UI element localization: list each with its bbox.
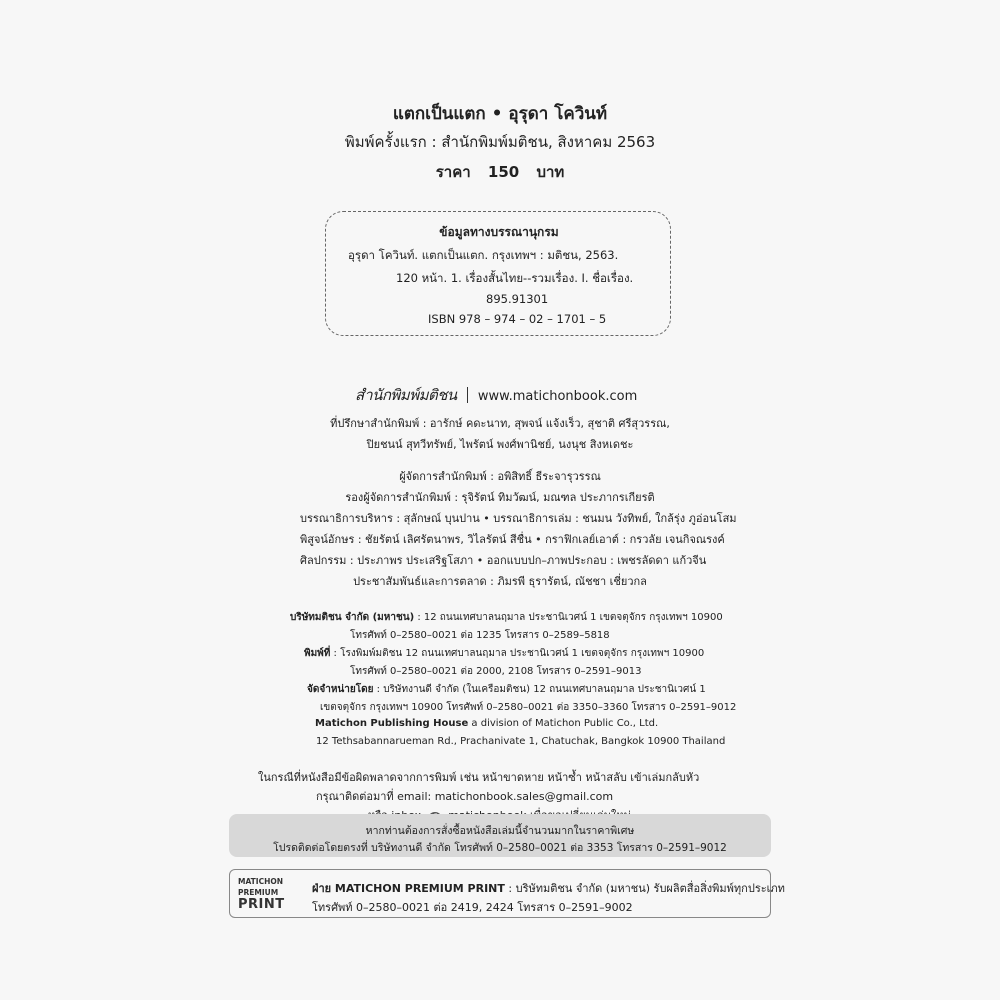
distributor-address: : บริษัทงานดี จำกัด (ในเครือมติชน) 12 ถนนเทศบาลนฤมาล ประชานิเวศน์ 1 — [373, 684, 706, 695]
staff-line-6: พิสูจน์อักษร : ชัยรัตน์ เลิศรัตนาพร, วิไลรัตน์ สีชื่น • กราฟิกเลย์เอาต์ : กรวลัย เจนกิจณรงค์ — [300, 533, 725, 546]
staff-line-7: ศิลปกรรม : ประภาพร ประเสริฐโสภา • ออกแบบปก–ภาพประกอบ : เพชรลัดดา แก้วจีน — [300, 554, 707, 567]
staff-line-8: ประชาสัมพันธ์และการตลาด : ภิมรพี ธุรารัตน์, ณัชชา เชี่ยวกล — [353, 575, 647, 588]
logo-line-3: PRINT — [238, 897, 285, 912]
premium-print-box — [229, 869, 785, 918]
company-address: : 12 ถนนเทศบาลนฤมาล ประชานิเวศน์ 1 เขตจตุจักร กรุงเทพฯ 10900 — [414, 612, 723, 623]
publisher-logo: สำนักพิมพ์มติชน — [355, 386, 457, 404]
premium-print-name: ฝ่าย MATICHON PREMIUM PRINT — [312, 882, 505, 895]
english-address: 12 Tethsabannarueman Rd., Prachanivate 1, Chatuchak, Bangkok 10900 Thailand — [316, 736, 726, 747]
staff-line-3: ผู้จัดการสำนักพิมพ์ : อพิสิทธิ์ ธีระจารุวรรณ — [399, 470, 601, 483]
bulk-order-box — [229, 814, 771, 857]
price-line — [0, 160, 1000, 184]
cip-line-1: อุรุดา โควินท์. แตกเป็นแตก. กรุงเทพฯ : มติชน, 2563. — [348, 248, 619, 262]
printer-address: : โรงพิมพ์มติชน 12 ถนนเทศบาลนฤมาล ประชานิเวศน์ 1 เขตจตุจักร กรุงเทพฯ 10900 — [330, 648, 705, 659]
logo-line-1: MATICHON — [238, 877, 284, 886]
bulk-order-line-1: หากท่านต้องการสั่งซื้อหนังสือเล่มนี้จำนวนมากในราคาพิเศษ — [365, 825, 635, 837]
price-unit: บาท — [536, 163, 565, 181]
english-company-name: Matichon Publishing House — [315, 718, 469, 729]
printer-label: พิมพ์ที่ — [304, 648, 331, 659]
notice-line-1: ในกรณีที่หนังสือมีข้อผิดพลาดจากการพิมพ์ เช่น หน้าขาดหาย หน้าซ้ำ หน้าสลับ เข้าเล่มกลับหัว — [258, 771, 700, 784]
bulk-order-line-2: โปรดติดต่อโดยตรงที่ บริษัทงานดี จำกัด โทรศัพท์ 0–2580–0021 ต่อ 3353 โทรสาร 0–2591–9012 — [273, 842, 727, 854]
first-print-line: พิมพ์ครั้งแรก : สำนักพิมพ์มติชน, สิงหาคม 2563 — [344, 133, 656, 151]
price-label: ราคา — [435, 163, 471, 181]
divider — [467, 387, 468, 403]
company-phone: โทรศัพท์ 0–2580–0021 ต่อ 1235 โทรสาร 0–2589–5818 — [350, 630, 610, 641]
price-value: 150 — [487, 163, 520, 181]
printer-line-1 — [304, 646, 704, 661]
english-line-1 — [315, 718, 658, 729]
english-division: a division of Matichon Public Co., Ltd. — [468, 718, 659, 729]
logo-line-2: PREMIUM — [238, 888, 279, 897]
staff-line-5: บรรณาธิการบริหาร : สุลักษณ์ บุนปาน • บรรณาธิการเล่ม : ชนมน วังทิพย์, ใกล้รุ่ง ภูอ่อนโสม — [300, 512, 737, 525]
distributor-line-1 — [307, 682, 706, 697]
publisher-website[interactable]: www.matichonbook.com — [477, 389, 638, 404]
premium-print-phone: โทรศัพท์ 0–2580–0021 ต่อ 2419, 2424 โทรสาร 0–2591–9002 — [312, 901, 633, 914]
premium-print-line-1 — [312, 879, 785, 897]
staff-line-2: ปิยชนน์ สุทวีทรัพย์, ไพรัตน์ พงศ์พานิชย์, นงนุช สิงหเดชะ — [366, 438, 634, 451]
cip-class-number: 895.91301 — [486, 292, 549, 306]
distributor-phone: เขตจตุจักร กรุงเทพฯ 10900 โทรศัพท์ 0–2580–0021 ต่อ 3350–3360 โทรสาร 0–2591–9012 — [320, 702, 737, 713]
cataloging-box — [325, 211, 671, 336]
company-line-1 — [290, 610, 723, 625]
publisher-row — [355, 383, 637, 407]
cip-heading: ข้อมูลทางบรรณานุกรม — [439, 225, 559, 239]
premium-print-logo — [238, 876, 288, 912]
distributor-label: จัดจำหน่ายโดย — [307, 684, 374, 695]
cip-line-2: 120 หน้า. 1. เรื่องสั้นไทย--รวมเรื่อง. I. ชื่อเรื่อง. — [396, 271, 634, 285]
printer-phone: โทรศัพท์ 0–2580–0021 ต่อ 2000, 2108 โทรสาร 0–2591–9013 — [350, 666, 642, 677]
company-name: บริษัทมติชน จำกัด (มหาชน) — [290, 612, 415, 623]
notice-line-2: กรุณาติดต่อมาที่ email: matichonbook.sales@gmail.com — [316, 790, 614, 803]
premium-print-desc: : บริษัทมติชน จำกัด (มหาชน) รับผลิตสื่อสิ่งพิมพ์ทุกประเภท — [504, 882, 785, 895]
staff-line-4: รองผู้จัดการสำนักพิมพ์ : รุจิรัตน์ ทิมวัฒน์, มณฑล ประภากรเกียรติ — [345, 491, 655, 504]
book-title: แตกเป็นแตก • อุรุดา โควินท์ — [392, 104, 608, 124]
staff-line-1: ที่ปรึกษาสำนักพิมพ์ : อารักษ์ คดะนาท, สุพจน์ แจ้งเร็ว, สุชาติ ศรีสุวรรณ, — [330, 417, 670, 430]
cip-isbn: ISBN 978 – 974 – 02 – 1701 – 5 — [428, 312, 607, 326]
